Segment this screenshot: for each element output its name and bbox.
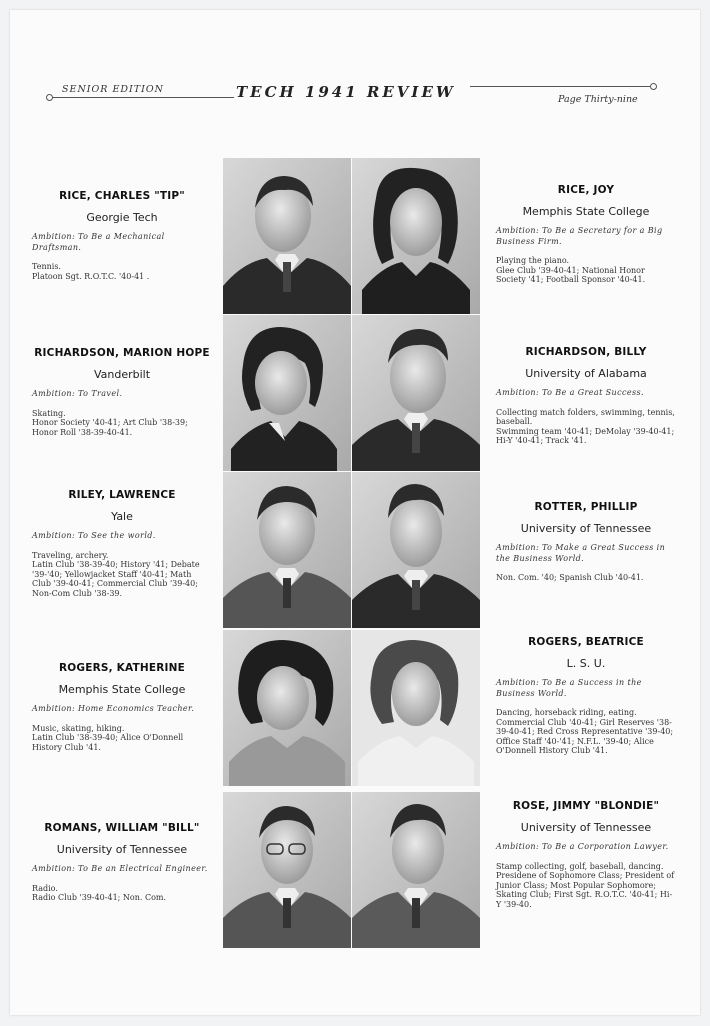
student-entry: [496, 346, 676, 446]
student-activities: Skating. Honor Society '40-41; Art Club '38-39; Honor Roll '38-39-40-41.: [32, 408, 188, 437]
student-entry: [32, 190, 212, 281]
student-school: Yale: [111, 510, 133, 523]
portrait-photo: [223, 158, 351, 314]
student-ambition: Ambition: To Be a Success in the Business World.: [496, 678, 642, 698]
portrait-photo: [352, 630, 480, 786]
student-ambition: Ambition: To Make a Great Success in the Business World.: [496, 543, 666, 563]
portrait-photo: [223, 315, 351, 471]
edition-label: SENIOR EDITION: [62, 84, 164, 95]
student-activities: Music, skating, hiking. Latin Club '38-39-40; Alice O'Donnell History Club '41.: [32, 723, 184, 752]
page-title: TECH 1941 REVIEW: [236, 83, 456, 101]
student-school: Georgie Tech: [86, 211, 158, 224]
student-activities: Radio. Radio Club '39-40-41; Non. Com.: [32, 883, 167, 902]
ornament-dot-right: [650, 83, 657, 90]
student-entry: [496, 800, 676, 909]
student-name: RICHARDSON, MARION HOPE: [34, 347, 210, 359]
student-school: Vanderbilt: [93, 368, 151, 381]
student-school: University of Tennessee: [56, 843, 188, 856]
portrait-photo: [223, 792, 351, 948]
student-ambition: Ambition: To Be a Mechanical Draftsman.: [32, 232, 165, 252]
student-ambition: Ambition: To See the world.: [32, 531, 156, 540]
student-activities: Tennis. Platoon Sgt. R.O.T.C. '40-41 .: [32, 262, 150, 281]
header-rule-right: [470, 86, 650, 87]
portrait-photo: [352, 472, 480, 628]
student-activities: Stamp collecting, golf, baseball, dancing. Presidene of Sophomore Class; President of Junior Class; Most Popular Sophomore; Skating Club; First Sgt. R.O.T.C. '40-41; Hi-Y '39-40.: [496, 861, 675, 909]
student-entry: [32, 662, 212, 752]
student-ambition: Ambition: Home Economics Teacher.: [32, 704, 195, 713]
portrait-photo: [223, 630, 351, 786]
student-activities: Playing the piano. Glee Club '39-40-41; National Honor Society '41; Football Sponsor '40-41.: [496, 256, 646, 284]
portrait-photo: [223, 472, 351, 628]
student-ambition: Ambition: To Be an Electrical Engineer.: [32, 864, 208, 873]
student-school: University of Tennessee: [520, 522, 652, 535]
page-header: [0, 0, 710, 110]
student-name: ROMANS, WILLIAM "BILL": [44, 822, 200, 834]
student-school: University of Alabama: [525, 367, 647, 380]
student-activities: Collecting match folders, swimming, tennis, baseball. Swimming team '40-41; DeMolay '39-40-41; Hi-Y '40-41; Track '41.: [496, 407, 675, 445]
student-name: ROTTER, PHILLIP: [534, 501, 638, 513]
student-ambition: Ambition: To Be a Corporation Lawyer.: [496, 842, 669, 851]
student-name: ROSE, JIMMY "BLONDIE": [512, 800, 660, 812]
portrait-photo: [352, 315, 480, 471]
page-number: Page Thirty-nine: [558, 94, 638, 105]
student-entry: [496, 636, 676, 756]
student-name: ROGERS, BEATRICE: [528, 636, 644, 648]
student-entry: [32, 347, 212, 437]
student-name: RICE, JOY: [557, 184, 615, 196]
student-school: University of Tennessee: [520, 821, 652, 834]
student-name: ROGERS, KATHERINE: [58, 662, 186, 674]
student-name: RICE, CHARLES "TIP": [59, 190, 185, 202]
portrait-photo: [352, 158, 480, 314]
student-activities: Non. Com. '40; Spanish Club '40-41.: [496, 573, 644, 582]
student-school: Memphis State College: [58, 683, 186, 696]
student-name: RICHARDSON, BILLY: [525, 346, 647, 358]
student-ambition: Ambition: To Be a Great Success.: [496, 388, 644, 397]
header-rule-left: [52, 97, 234, 98]
student-activities: Traveling, archery. Latin Club '38-39-40; History '41; Debate '39-'40; Yellowjacket Staff '40-41; Math Club '39-40-41; Commercial Club '39-40; Non-Com Club '38-39.: [32, 550, 200, 598]
student-entry: [496, 184, 676, 285]
student-entry: [32, 822, 212, 903]
student-ambition: Ambition: To Travel.: [32, 389, 123, 398]
student-ambition: Ambition: To Be a Secretary for a Big Business Firm.: [496, 226, 663, 246]
student-school: L. S. U.: [566, 657, 606, 670]
student-activities: Dancing, horseback riding, eating. Commercial Club '40-41; Girl Reserves '38-39-40-41; Red Cross Representative '39-40; Office Staff '40-'41; N.F.L. '39-40; Alice O'Donnell History Club '41.: [496, 708, 674, 755]
student-school: Memphis State College: [522, 205, 650, 218]
student-entry: [496, 501, 676, 583]
portrait-photo: [352, 792, 480, 948]
student-name: RILEY, LAWRENCE: [68, 489, 176, 501]
student-entry: [32, 489, 212, 598]
